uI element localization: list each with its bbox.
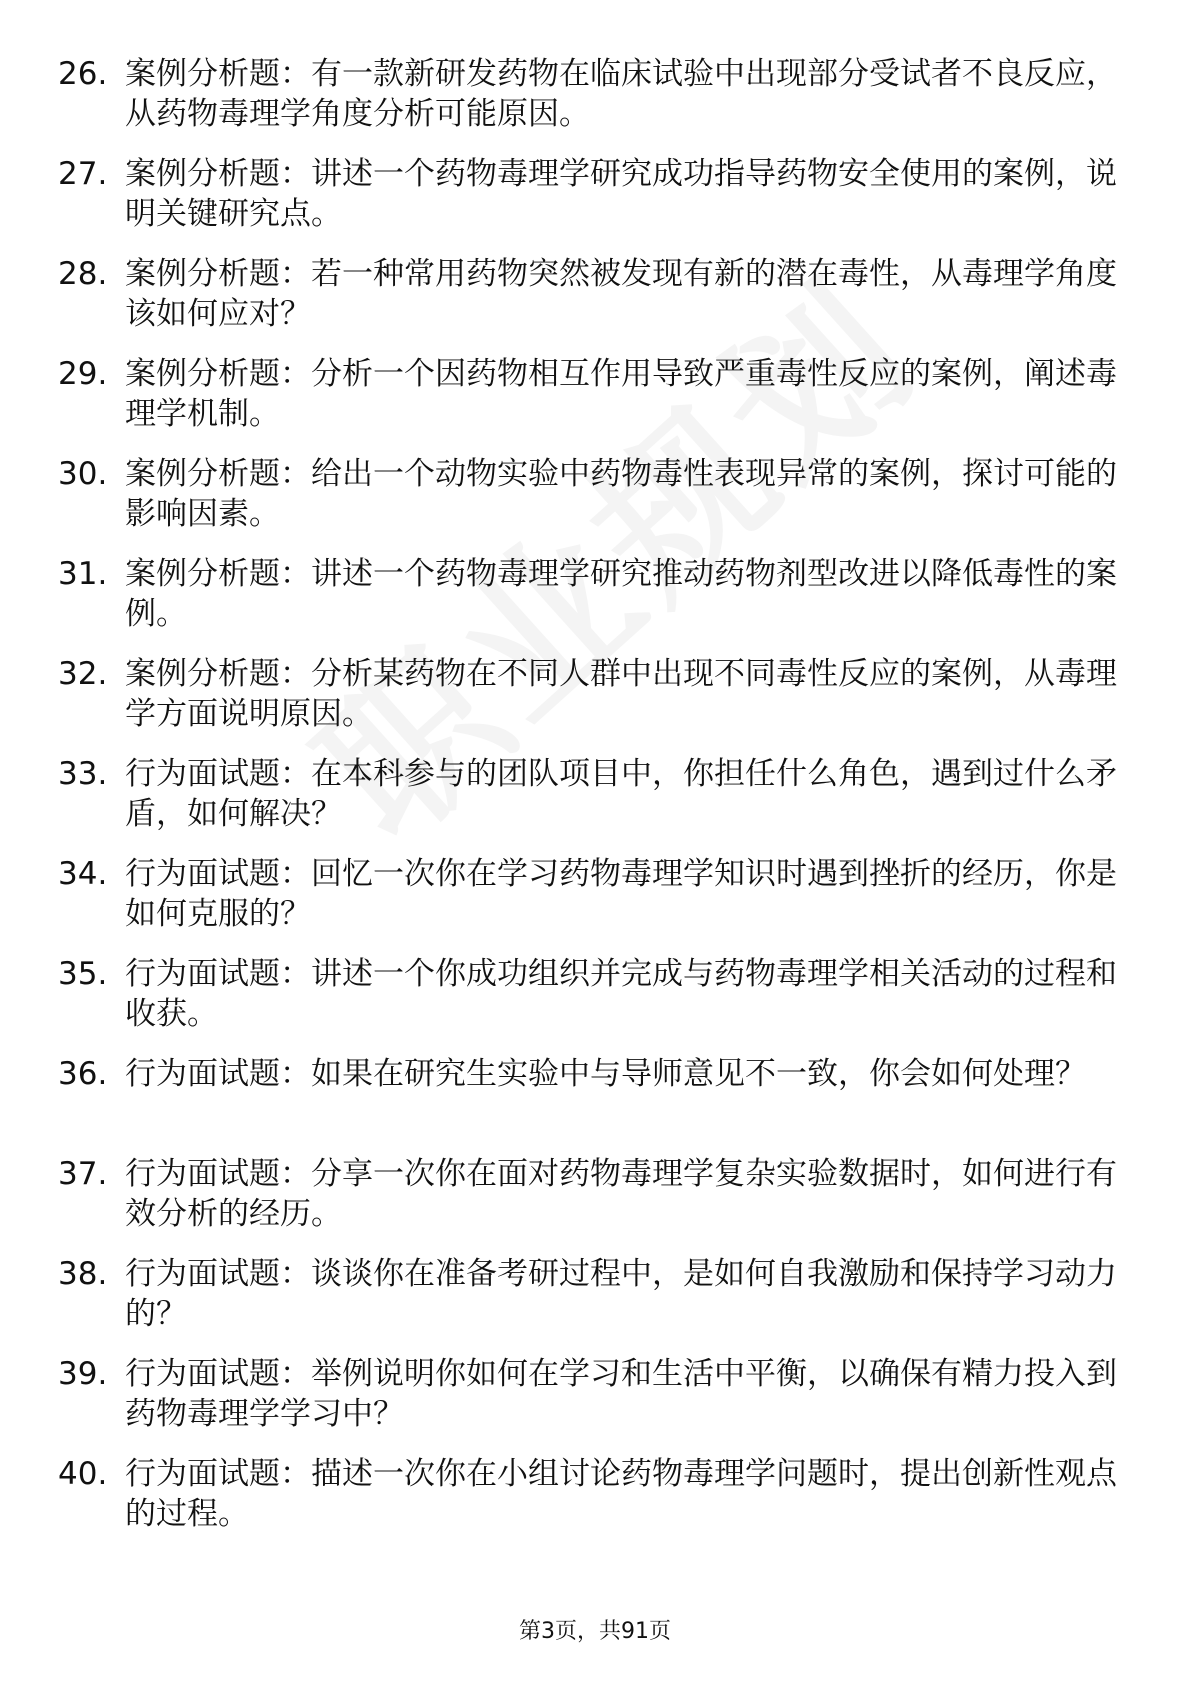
question-text: 行为面试题：如果在研究生实验中与导师意见不一致，你会如何处理？ [125, 1056, 1086, 1092]
question-item [58, 954, 1138, 1034]
question-item [58, 1454, 1138, 1534]
question-number: 37. [58, 1156, 108, 1192]
question-number: 35. [58, 956, 108, 992]
question-number: 27. [58, 156, 108, 192]
question-item [58, 154, 1138, 234]
question-item [58, 754, 1138, 834]
question-number: 33. [58, 756, 108, 792]
question-item [58, 354, 1138, 434]
question-item [58, 1354, 1138, 1434]
question-text: 行为面试题：分享一次你在面对药物毒理学复杂实验数据时，如何进行有效分析的经历。 [125, 1156, 1117, 1232]
question-item [58, 54, 1138, 134]
question-text: 案例分析题：分析某药物在不同人群中出现不同毒性反应的案例，从毒理学方面说明原因。 [125, 656, 1117, 732]
question-item [58, 854, 1138, 934]
question-item [58, 654, 1138, 734]
question-text: 案例分析题：若一种常用药物突然被发现有新的潜在毒性，从毒理学角度该如何应对？ [125, 256, 1117, 332]
question-text: 行为面试题：举例说明你如何在学习和生活中平衡，以确保有精力投入到药物毒理学学习中？ [125, 1356, 1117, 1432]
page-footer: 第3页，共91页 [519, 1619, 671, 1644]
question-number: 40. [58, 1456, 108, 1492]
question-text: 案例分析题：给出一个动物实验中药物毒性表现异常的案例，探讨可能的影响因素。 [125, 456, 1117, 532]
question-number: 38. [58, 1256, 108, 1292]
question-number: 32. [58, 656, 108, 692]
question-text: 行为面试题：在本科参与的团队项目中，你担任什么角色，遇到过什么矛盾，如何解决？ [125, 756, 1117, 832]
question-item [58, 454, 1138, 534]
question-number: 29. [58, 356, 108, 392]
question-item [58, 1054, 1138, 1134]
question-number: 30. [58, 456, 108, 492]
question-text: 行为面试题：谈谈你在准备考研过程中，是如何自我激励和保持学习动力的？ [125, 1256, 1117, 1332]
question-text: 案例分析题：有一款新研发药物在临床试验中出现部分受试者不良反应，从药物毒理学角度分析可能原因。 [125, 56, 1117, 132]
question-number: 39. [58, 1356, 108, 1392]
question-item [58, 254, 1138, 334]
question-text: 案例分析题：讲述一个药物毒理学研究推动药物剂型改进以降低毒性的案例。 [125, 556, 1117, 632]
question-item [58, 554, 1138, 634]
question-number: 34. [58, 856, 108, 892]
question-text: 案例分析题：讲述一个药物毒理学研究成功指导药物安全使用的案例，说明关键研究点。 [125, 156, 1117, 232]
question-text: 行为面试题：描述一次你在小组讨论药物毒理学问题时，提出创新性观点的过程。 [125, 1456, 1117, 1532]
question-text: 行为面试题：讲述一个你成功组织并完成与药物毒理学相关活动的过程和收获。 [125, 956, 1117, 1032]
question-number: 28. [58, 256, 108, 292]
question-item [58, 1254, 1138, 1334]
question-list [58, 54, 1138, 1554]
question-number: 26. [58, 56, 108, 92]
question-text: 案例分析题：分析一个因药物相互作用导致严重毒性反应的案例，阐述毒理学机制。 [125, 356, 1117, 432]
question-number: 36. [58, 1056, 108, 1092]
question-item [58, 1154, 1138, 1234]
question-number: 31. [58, 556, 108, 592]
question-text: 行为面试题：回忆一次你在学习药物毒理学知识时遇到挫折的经历，你是如何克服的？ [125, 856, 1117, 932]
